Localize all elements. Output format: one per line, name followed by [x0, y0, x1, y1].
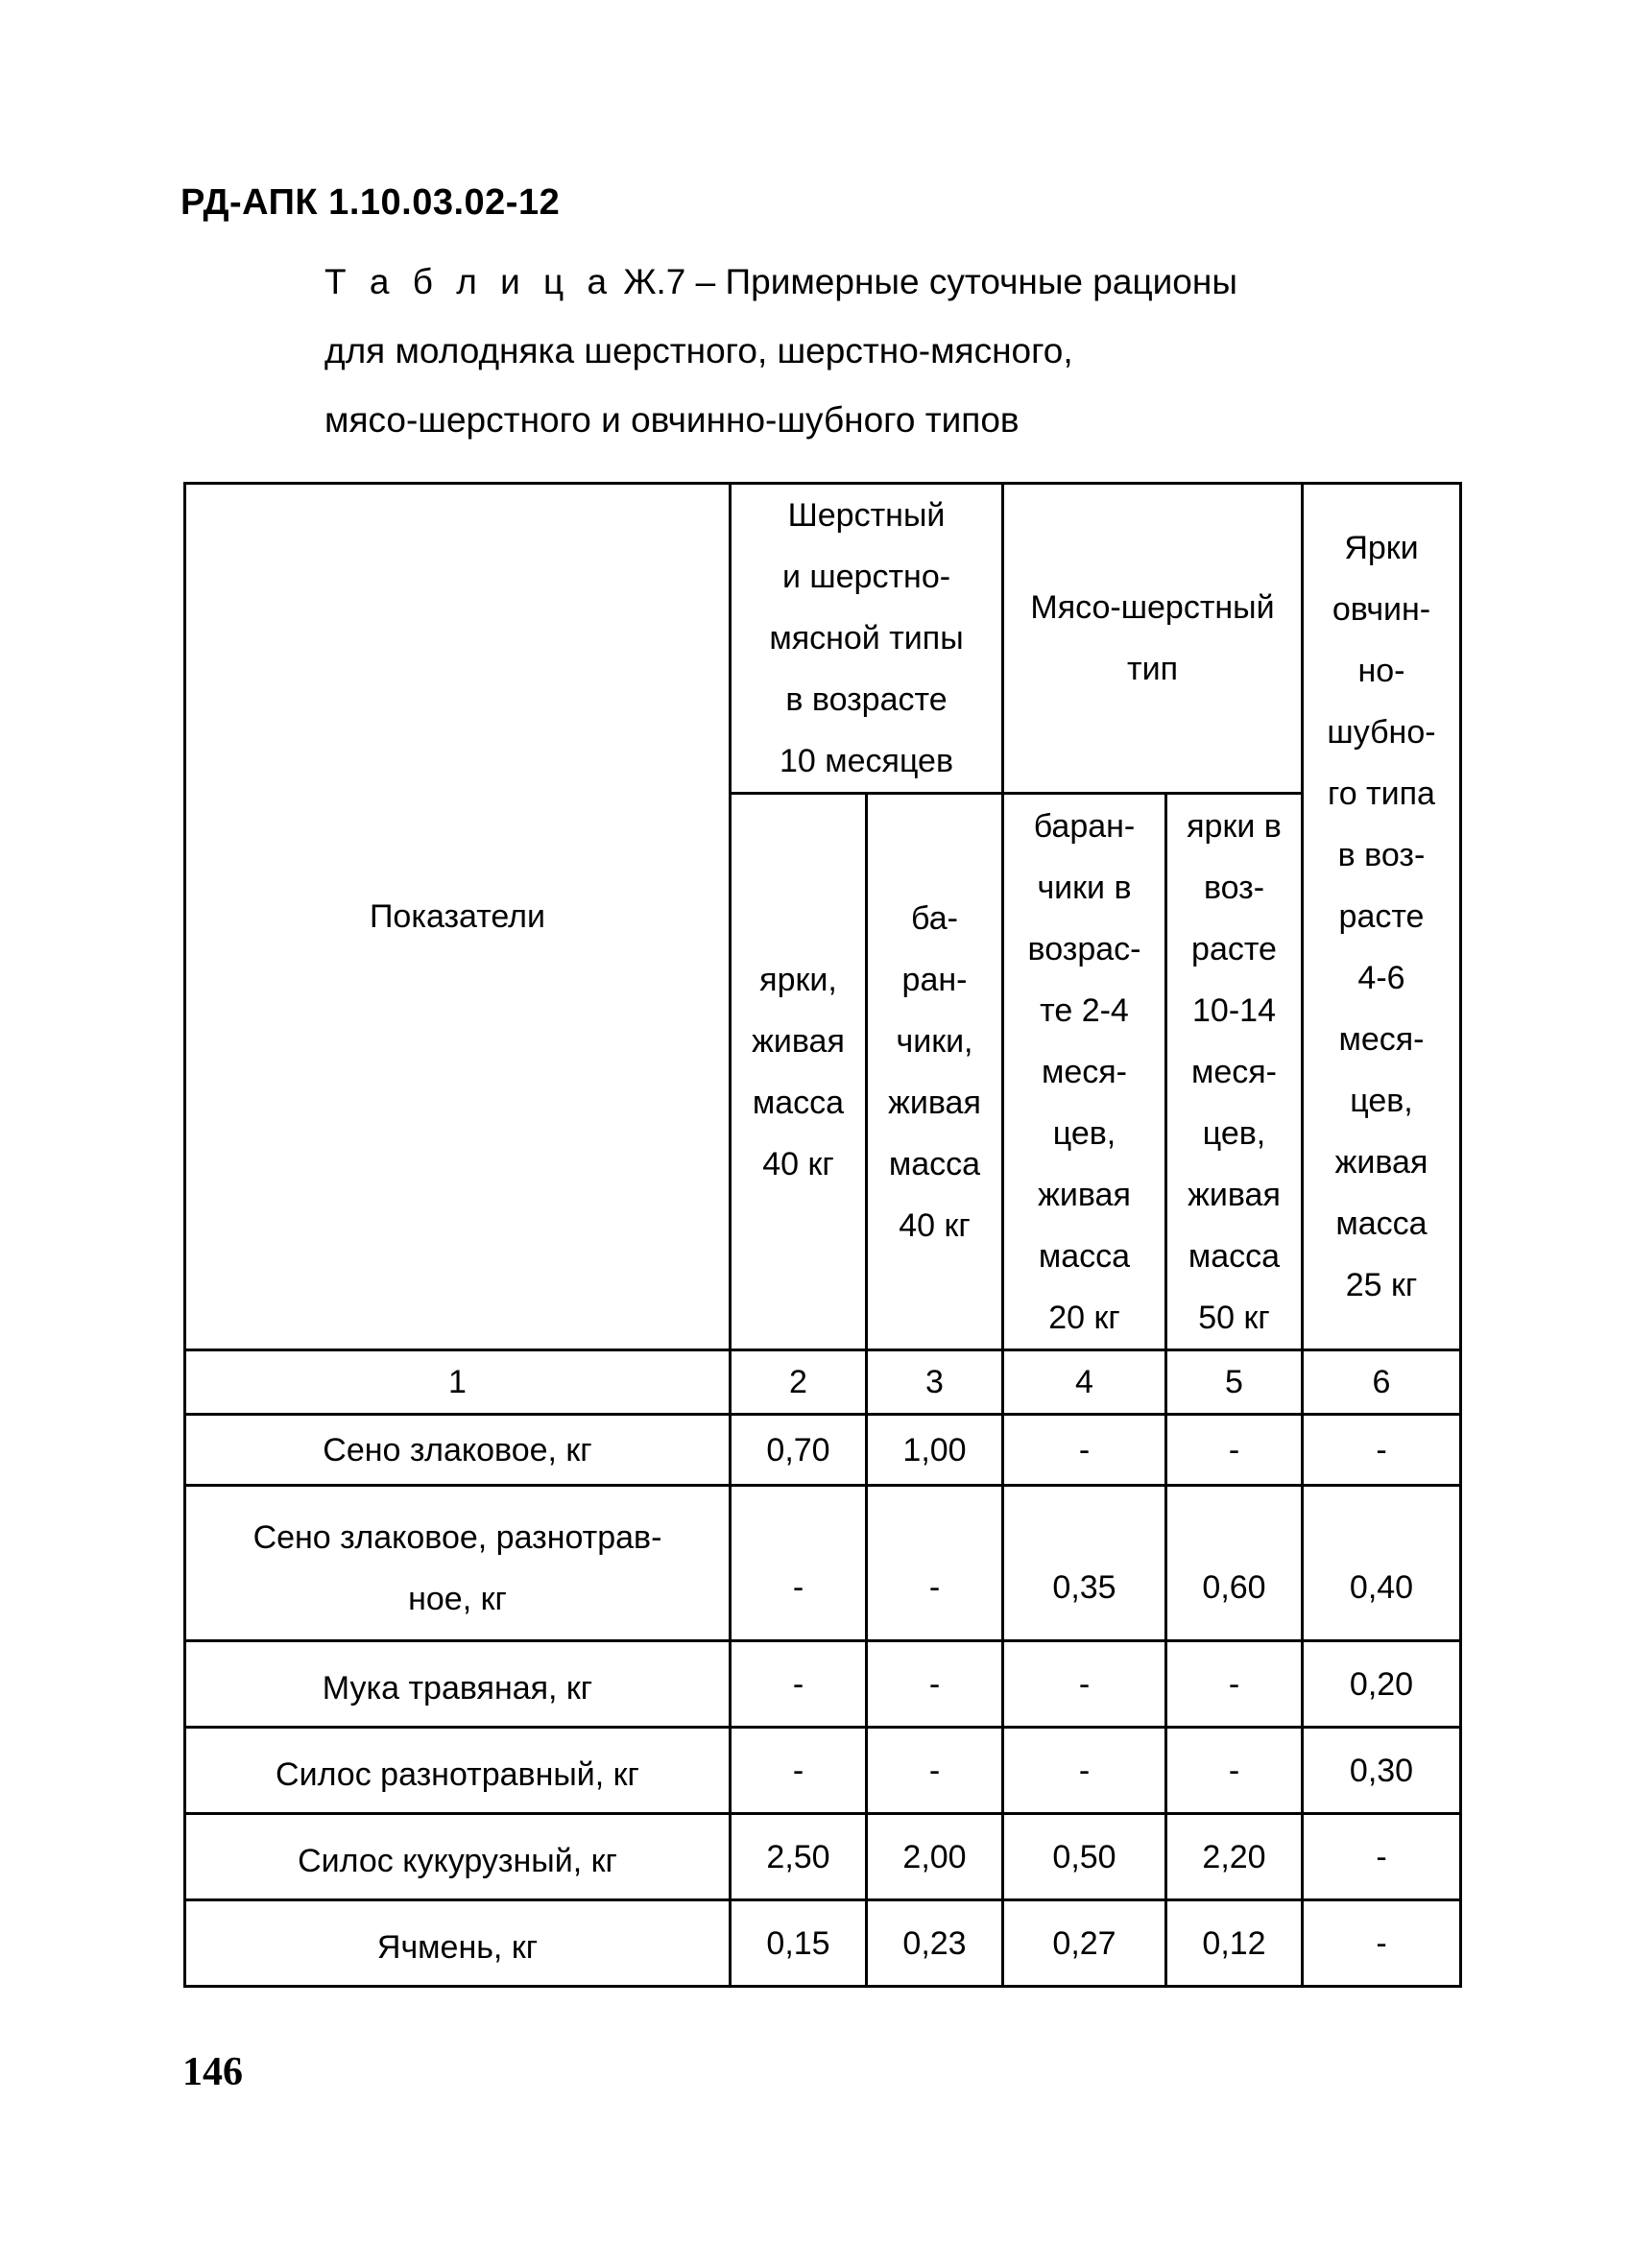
cell-line: баран-	[1033, 807, 1136, 845]
row-value: 0,35	[1003, 1486, 1166, 1641]
cell-line: расте	[1338, 898, 1425, 935]
cell-line: чики в	[1037, 869, 1132, 906]
ration-table	[183, 482, 1462, 1988]
cell-line: живая	[1334, 1144, 1428, 1181]
header-col-3	[867, 794, 1003, 1350]
cell-line: Силос кукурузный, кг	[298, 1842, 617, 1879]
cell-line: чики,	[896, 1022, 973, 1060]
cell-line: живая	[1188, 1176, 1281, 1213]
table-row	[185, 1728, 1461, 1814]
cell-line: те 2-4	[1040, 991, 1129, 1029]
cell-line: ран-	[901, 961, 968, 998]
row-label	[185, 1900, 731, 1987]
row-label	[185, 1728, 731, 1814]
cell-line: 50 кг	[1198, 1299, 1270, 1336]
cell-line: возрас-	[1027, 930, 1141, 967]
cell-line: но-	[1357, 653, 1405, 689]
cell-line: 4-6	[1357, 960, 1405, 996]
col-number: 5	[1166, 1350, 1303, 1415]
cell-line: Силос разнотравный, кг	[276, 1755, 639, 1793]
cell-line: и шерстно-	[781, 559, 951, 595]
row-value: 0,70	[731, 1415, 867, 1486]
row-label	[185, 1486, 731, 1641]
row-value: -	[731, 1641, 867, 1728]
row-value: -	[731, 1728, 867, 1814]
row-value: -	[1003, 1415, 1166, 1486]
row-value: -	[867, 1486, 1003, 1641]
table-row	[185, 1415, 1461, 1486]
row-value: -	[1003, 1728, 1166, 1814]
cell-line: масса	[1038, 1237, 1131, 1275]
cell-line: 20 кг	[1048, 1299, 1120, 1336]
row-value: 2,20	[1166, 1814, 1303, 1900]
cell-line: меся-	[1041, 1053, 1128, 1090]
cell-line: меся-	[1190, 1053, 1278, 1090]
caption-line-3: мясо-шерстного и овчинно-шубного типов	[324, 400, 1020, 440]
row-value: -	[867, 1641, 1003, 1728]
row-value: 0,60	[1166, 1486, 1303, 1641]
cell-line: Ячмень, кг	[376, 1928, 539, 1966]
table-row	[185, 1900, 1461, 1987]
header-group-meat-wool	[1003, 484, 1303, 794]
row-value: 0,50	[1003, 1814, 1166, 1900]
table-row	[185, 1814, 1461, 1900]
cell-line: 10-14	[1192, 991, 1276, 1029]
cell-line: масса	[888, 1145, 981, 1182]
row-value: -	[731, 1486, 867, 1641]
cell-line: живая	[752, 1022, 845, 1060]
cell-line: масса	[1335, 1206, 1428, 1242]
cell-line: в воз-	[1337, 837, 1426, 873]
cell-line: 25 кг	[1345, 1267, 1418, 1303]
row-label	[185, 1641, 731, 1728]
col-number: 1	[185, 1350, 731, 1415]
cell-line: живая	[1038, 1176, 1131, 1213]
cell-line: воз-	[1203, 869, 1265, 906]
cell-line: живая	[888, 1084, 981, 1121]
row-value: 0,15	[731, 1900, 867, 1987]
row-value: 1,00	[867, 1415, 1003, 1486]
cell-line: ярки,	[759, 961, 837, 998]
row-label	[185, 1415, 731, 1486]
row-value: -	[1166, 1415, 1303, 1486]
col-number: 3	[867, 1350, 1003, 1415]
col-number: 2	[731, 1350, 867, 1415]
cell-line: Мясо-шерстный	[1030, 589, 1275, 626]
row-value: -	[1003, 1641, 1166, 1728]
row-label	[185, 1814, 731, 1900]
cell-line: шубно-	[1327, 714, 1436, 751]
cell-line: масса	[1188, 1237, 1281, 1275]
cell-line: тип	[1127, 651, 1178, 687]
cell-line: 40 кг	[762, 1145, 834, 1182]
cell-line: овчин-	[1332, 591, 1431, 628]
cell-line: 10 месяцев	[779, 743, 954, 779]
row-value: 0,12	[1166, 1900, 1303, 1987]
header-col-6	[1303, 484, 1461, 1350]
table-row	[185, 1641, 1461, 1728]
cell-line: масса	[752, 1084, 845, 1121]
cell-line: ба-	[911, 899, 958, 937]
header-col-4	[1003, 794, 1166, 1350]
table-caption	[324, 248, 1524, 455]
cell-line: Мука травяная, кг	[322, 1669, 593, 1707]
cell-line: 40 кг	[899, 1206, 971, 1244]
row-value: -	[1166, 1641, 1303, 1728]
row-value: -	[1303, 1814, 1461, 1900]
cell-line: меся-	[1338, 1021, 1425, 1058]
cell-line: Ярки	[1344, 530, 1419, 566]
cell-line: Сено злаковое, разнотрав-	[252, 1518, 662, 1556]
header-group-wool	[731, 484, 1003, 794]
cell-line: цев,	[1202, 1114, 1266, 1152]
cell-line: го типа	[1328, 776, 1435, 812]
caption-line-2: для молодняка шерстного, шерстно-мясного,	[324, 331, 1073, 370]
header-indicators: Показатели	[185, 484, 731, 1350]
row-value: 2,00	[867, 1814, 1003, 1900]
caption-label: Т а б л и ц а	[324, 262, 614, 301]
col-number: 4	[1003, 1350, 1166, 1415]
row-value: -	[1166, 1728, 1303, 1814]
cell-line: цев,	[1350, 1083, 1413, 1119]
row-value: 2,50	[731, 1814, 867, 1900]
cell-line: в возрасте	[785, 681, 948, 718]
row-value: 0,23	[867, 1900, 1003, 1987]
header-col-5	[1166, 794, 1303, 1350]
row-value: 0,20	[1303, 1641, 1461, 1728]
row-value: 0,27	[1003, 1900, 1166, 1987]
document-code: РД-АПК 1.10.03.02-12	[180, 182, 561, 223]
header-col-2	[731, 794, 867, 1350]
table-row	[185, 1486, 1461, 1641]
cell-line: цев,	[1052, 1114, 1116, 1152]
cell-line: Шерстный	[787, 497, 946, 534]
cell-line: ярки в	[1187, 807, 1282, 845]
cell-line: мясной типы	[769, 620, 964, 657]
page-number: 146	[182, 2050, 243, 2094]
row-value: -	[1303, 1900, 1461, 1987]
cell-line: ное, кг	[408, 1580, 507, 1617]
row-value: -	[1303, 1415, 1461, 1486]
cell-line: Сено злаковое, кг	[323, 1431, 592, 1468]
col-number: 6	[1303, 1350, 1461, 1415]
caption-line-1: Ж.7 – Примерные суточные рационы	[613, 262, 1237, 301]
cell-line: расте	[1191, 930, 1277, 967]
row-value: -	[867, 1728, 1003, 1814]
row-value: 0,40	[1303, 1486, 1461, 1641]
row-value: 0,30	[1303, 1728, 1461, 1814]
